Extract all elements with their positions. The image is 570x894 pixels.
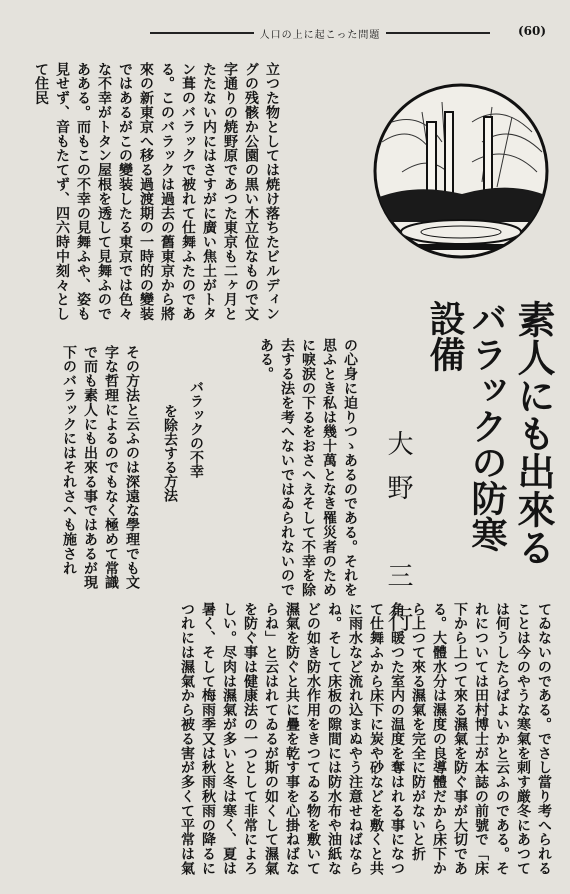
body-column-middle-left <box>14 345 142 603</box>
body-text-top-left: 立つた物としては焼け落ちたビルディングの残骸か公園の黒い木立位なもので文字通りの焼野原であつた東京も二ヶ月とたたない内にはさすがに廣い焦土がトタン葺のバラックで被れて仕舞ふたのである。このバラックは過去の舊東京から將來の新東京へ移る過渡期の一時的の變装ではあるがこの變装したる東京では色々な不幸がトタン屋根を透して見舞ふのであある。而もこの不幸の見舞ふや、姿も見せず、音もたてず、四六時中刻々として住民 <box>33 62 280 322</box>
body-text-bottom: てゐないのである。でさし當り考へられることは今のやうな寒氣を刺す厳冬にあつては何うしたらばよいかと云ふのである。それについては田村博士が本誌の前號で「床下から上つて來る濕氣を防ぐ事が大切である。大體水分は濕度の良導體だから床下から上つて來る濕氣を完全に防がないと折角、暖つた室内の温度を奪はれる事になつて仕舞ふから床下に炭や砂などを敷くと共に雨水など流れ込まぬやう注意せねばならね。そして床板の隙間には防水布や油紙などの如き防水作用をきつてゐる物を敷いて濕氣を防ぐと共に疊を乾す事を心掛ねばならね」と云はれてゐるが斯の如くして濕氣を防ぐ事は健康法の一つとして非常によろしい。尽肉は濕氣が多いと冬は寒く、夏は暑く、そして梅雨季又は秋雨秋雨の降るにつれには濕氣から被る害が多くて平常は氣 <box>179 602 552 876</box>
body-column-middle-right <box>220 338 360 600</box>
body-column-top-left <box>10 62 282 332</box>
article-title-line-1: 素人にも出來る <box>511 300 556 566</box>
body-text-middle-left: その方法と云ふのは深遠な學理でも文字な哲理によるのでもなく極めて常識で而も素人にも出來る事ではあるが現下のバラックにはそれさへも施され <box>61 345 140 590</box>
header-rule-left <box>150 32 254 34</box>
article-title-line-2: バラックの防寒 <box>466 300 508 552</box>
subheading-line-1: バラックの不幸 <box>188 380 204 478</box>
article-author: 大野 三行 <box>383 430 413 650</box>
running-header-title: 人口の上に起こった問題 <box>259 29 381 41</box>
body-column-bottom <box>34 602 554 888</box>
trees-landscape-icon <box>372 82 550 260</box>
running-header <box>150 26 490 40</box>
header-rule-right <box>386 32 490 34</box>
page-number: (60) <box>518 24 547 38</box>
article-title-line-3: 設備 <box>424 300 466 372</box>
subheading-line-2: を除去する方法 <box>162 404 178 502</box>
body-text-middle-right: の心身に迫りつゝあるのである。それを思ふとき私は幾十萬となき罹災者のために唳涙の下るをおさへえそして不幸を除去する法を考へないではゐられないのである。 <box>258 338 358 598</box>
